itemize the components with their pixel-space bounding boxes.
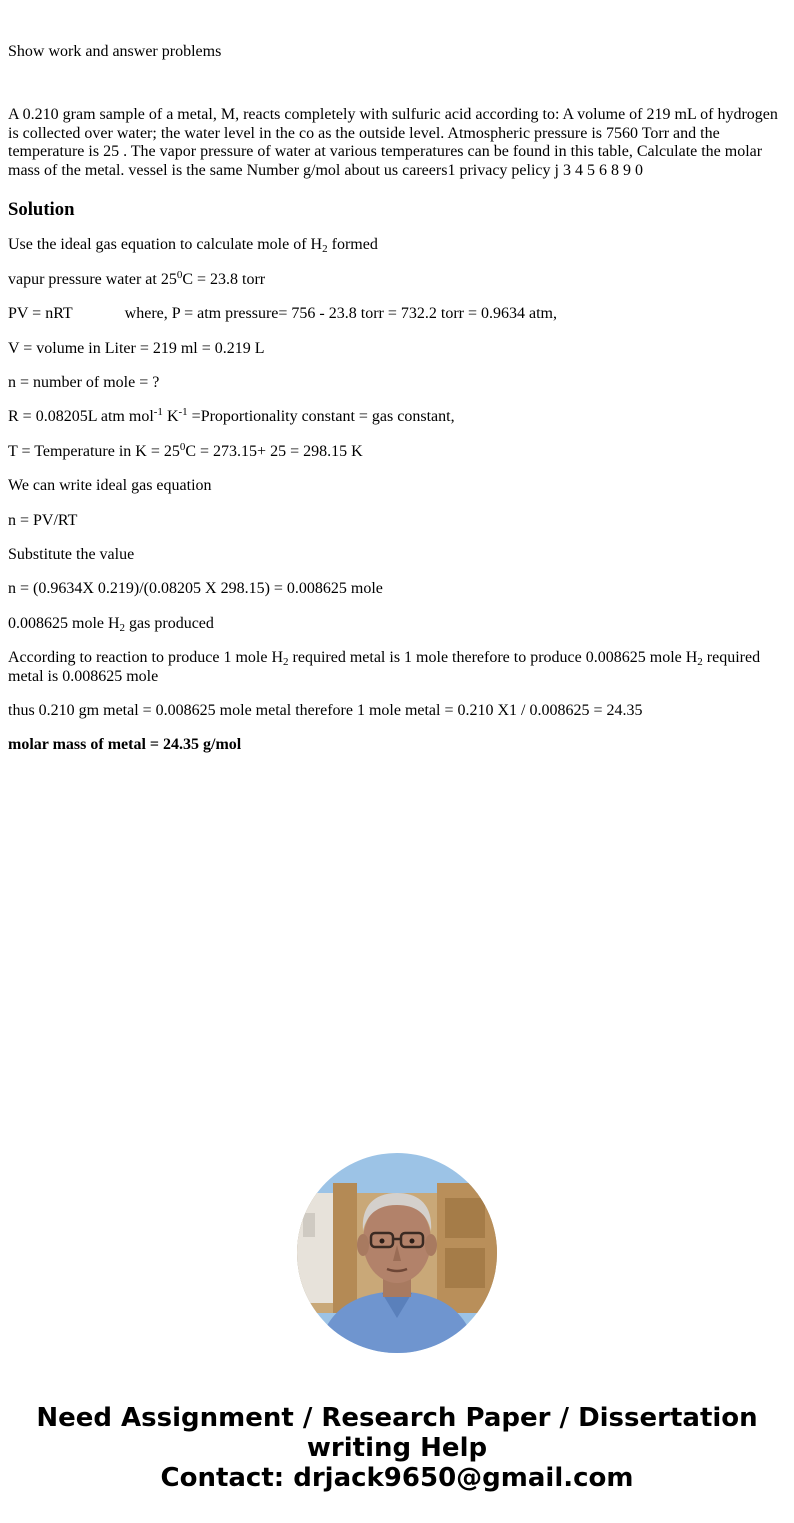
solution-line-8: We can write ideal gas equation xyxy=(8,477,212,495)
solution-line-11: n = (0.9634X 0.219)/(0.08205 X 298.15) = 0.008625 mole xyxy=(8,580,383,598)
banner-line-1: Need Assignment / Research Paper / Dissertation xyxy=(36,1403,758,1433)
solution-line-2: vapur pressure water at $25^0C = 23.8$ torr xyxy=(8,268,266,288)
solution-line-14: thus 0.210 gm metal = 0.008625 mole metal therefore 1 mole metal = 0.210 X1 / 0.008625 = 24.35 xyxy=(8,701,643,719)
solution-heading: Solution xyxy=(8,198,75,220)
author-photo xyxy=(297,1153,497,1353)
solution-line-3: PV = nRT where, P = atm pressure= 756 - 23.8 torr = 732.2 torr = 0.9634 atm, xyxy=(8,305,557,323)
solution-line-5: n = number of mole = ? xyxy=(8,374,160,392)
solution-line-6: R = 0.08205L atm mol$^{-1}$ $K^{-1}$ =Proportionality constant = gas constant, xyxy=(8,406,455,426)
solution-line-7: T = Temperature in $K = 25^0C = 273.15+ 25 = 298.15$ K xyxy=(8,440,363,460)
solution-line-12: 0.008625 mole $H_2$ gas produced xyxy=(8,614,214,634)
contact-banner xyxy=(0,1403,794,1493)
intro-text: Show work and answer problems xyxy=(8,43,222,60)
solution-line-10: Substitute the value xyxy=(8,545,135,563)
final-answer: molar mass of metal = 24.35 g/mol xyxy=(8,736,242,754)
banner-contact-line: Contact: drjack9650@gmail.com xyxy=(160,1463,634,1493)
solution-line-13: According to reaction to produce 1 mole $H_2$ required metal is 1 mole therefore to produce 0.008625 mole $H_2$ required metal is 0.008625 mole xyxy=(8,649,761,685)
banner-line-2: writing Help xyxy=(306,1433,488,1463)
solution-line-1: Use the ideal gas equation to calculate mole of $H_2$ formed xyxy=(8,236,378,256)
solution-line-9: n = PV/RT xyxy=(8,511,78,529)
solution-line-4: V = volume in Liter = 219 ml = 0.219 L xyxy=(8,339,265,357)
question-text: A 0.210 gram sample of a metal, M, reacts completely with sulfuric acid according to: A volume of 219 mL of hydrogen is collected over water; the water level in the co as the outside level. Atmospheric pressure is 7560 Torr and the temperature is 25 . The vapor pressure of water at various temperatures can be found in this table, Calculate the molar mass of the metal. vessel is the same Number g/mol about us careers1 privacy pelicy j 3 4 5 6 8 9 0 xyxy=(8,106,778,179)
document-body xyxy=(8,0,786,755)
